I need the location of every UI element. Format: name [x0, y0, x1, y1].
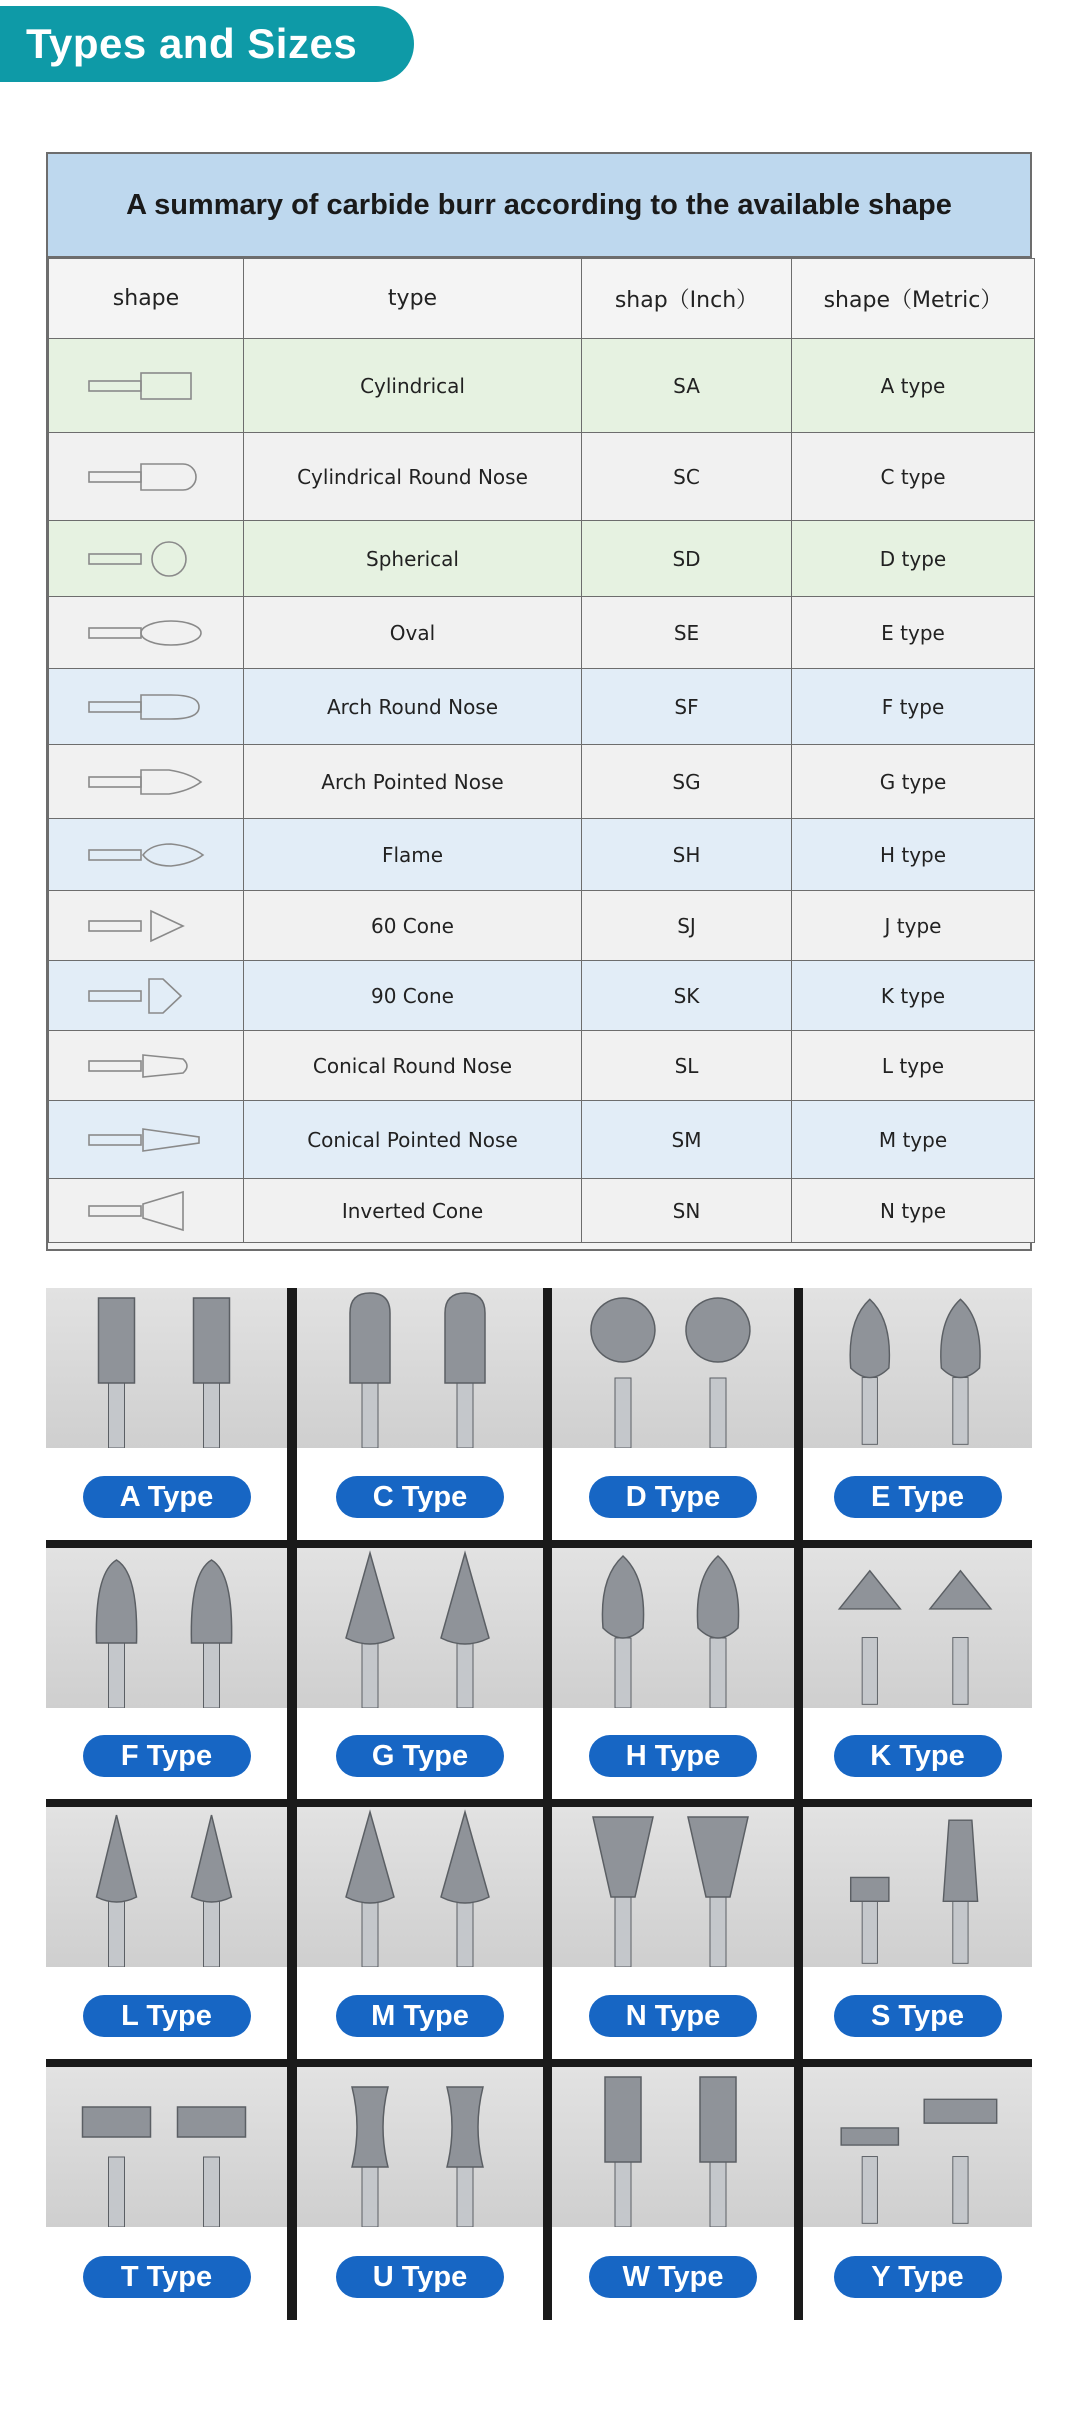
type-cell: Arch Round Nose: [244, 669, 582, 745]
type-cell: Cylindrical: [244, 339, 582, 433]
burr-type-card: [552, 2067, 794, 2320]
g-type-burr-photo: [297, 1548, 543, 1708]
inch-code-cell: SE: [582, 597, 792, 669]
type-cell: Inverted Cone: [244, 1179, 582, 1243]
table-row: [49, 1179, 1035, 1243]
metric-type-cell: G type: [792, 745, 1035, 819]
shape-cell: [49, 521, 244, 597]
type-cell: Oval: [244, 597, 582, 669]
table-row: [49, 1101, 1035, 1179]
metric-type-cell: D type: [792, 521, 1035, 597]
table-row: [49, 339, 1035, 433]
burr-shape-table: [48, 258, 1035, 1243]
column-header-type: type: [244, 259, 582, 339]
metric-type-cell: L type: [792, 1031, 1035, 1101]
inch-code-cell: SF: [582, 669, 792, 745]
burr-photo-grid: [46, 1288, 1032, 2320]
table-row: [49, 521, 1035, 597]
type-label-badge: F Type: [83, 1735, 251, 1777]
table-row: [49, 961, 1035, 1031]
w-type-burr-photo: [552, 2067, 794, 2227]
m-type-burr-photo: [297, 1807, 543, 1967]
metric-type-cell: E type: [792, 597, 1035, 669]
c-type-burr-photo: [297, 1288, 543, 1448]
inch-code-cell: SJ: [582, 891, 792, 961]
s-type-burr-photo: [803, 1807, 1032, 1967]
a-type-burr-photo: [46, 1288, 287, 1448]
arch-pointed-nose-burr-icon: [71, 759, 221, 805]
column-header-metric: shape（Metric）: [792, 259, 1035, 339]
type-cell: Conical Round Nose: [244, 1031, 582, 1101]
burr-type-card: [552, 1807, 794, 2059]
table-row: [49, 669, 1035, 745]
shape-cell: [49, 819, 244, 891]
shape-cell: [49, 597, 244, 669]
type-label-badge: U Type: [336, 2256, 504, 2298]
inch-code-cell: SD: [582, 521, 792, 597]
table-title: A summary of carbide burr according to the available shape: [48, 154, 1030, 258]
type-label-badge: W Type: [589, 2256, 757, 2298]
type-label-badge: C Type: [336, 1476, 504, 1518]
type-cell: 60 Cone: [244, 891, 582, 961]
table-row: [49, 597, 1035, 669]
shape-cell: [49, 433, 244, 521]
shape-cell: [49, 1179, 244, 1243]
inch-code-cell: SH: [582, 819, 792, 891]
type-label-badge: T Type: [83, 2256, 251, 2298]
type-label-badge: S Type: [834, 1995, 1002, 2037]
column-header-shape: shape: [49, 259, 244, 339]
metric-type-cell: C type: [792, 433, 1035, 521]
inverted-cone-burr-icon: [71, 1188, 221, 1234]
column-header-inch: shap（Inch）: [582, 259, 792, 339]
shape-cell: [49, 669, 244, 745]
summary-table: [46, 152, 1032, 1251]
inch-code-cell: SN: [582, 1179, 792, 1243]
type-cell: Conical Pointed Nose: [244, 1101, 582, 1179]
l-type-burr-photo: [46, 1807, 287, 1967]
arch-round-nose-burr-icon: [71, 684, 221, 730]
section-title: Types and Sizes: [0, 6, 414, 82]
shape-cell: [49, 339, 244, 433]
spherical-burr-icon: [71, 536, 221, 582]
burr-type-card: [297, 1548, 543, 1799]
table-row: [49, 433, 1035, 521]
table-row: [49, 1031, 1035, 1101]
burr-type-card: [46, 2067, 287, 2320]
type-label-badge: A Type: [83, 1476, 251, 1518]
metric-type-cell: H type: [792, 819, 1035, 891]
burr-type-card: [297, 2067, 543, 2320]
type-label-badge: E Type: [834, 1476, 1002, 1518]
table-row: [49, 745, 1035, 819]
shape-cell: [49, 1101, 244, 1179]
burr-type-card: [803, 1807, 1032, 2059]
burr-type-card: [297, 1288, 543, 1540]
type-cell: 90 Cone: [244, 961, 582, 1031]
type-label-badge: K Type: [834, 1735, 1002, 1777]
e-type-burr-photo: [803, 1288, 1032, 1448]
type-cell: Spherical: [244, 521, 582, 597]
burr-type-card: [803, 1288, 1032, 1540]
oval-burr-icon: [71, 610, 221, 656]
metric-type-cell: A type: [792, 339, 1035, 433]
inch-code-cell: SG: [582, 745, 792, 819]
type-cell: Arch Pointed Nose: [244, 745, 582, 819]
conical-pointed-nose-burr-icon: [71, 1117, 221, 1163]
inch-code-cell: SM: [582, 1101, 792, 1179]
table-row: [49, 891, 1035, 961]
burr-type-card: [297, 1807, 543, 2059]
90-cone-burr-icon: [71, 973, 221, 1019]
cylindrical-burr-icon: [71, 363, 221, 409]
shape-cell: [49, 891, 244, 961]
k-type-burr-photo: [803, 1548, 1032, 1708]
type-cell: Flame: [244, 819, 582, 891]
cylindrical-round-nose-burr-icon: [71, 454, 221, 500]
inch-code-cell: SC: [582, 433, 792, 521]
inch-code-cell: SA: [582, 339, 792, 433]
f-type-burr-photo: [46, 1548, 287, 1708]
burr-type-card: [803, 2067, 1032, 2320]
burr-type-card: [803, 1548, 1032, 1799]
table-row: [49, 819, 1035, 891]
conical-round-nose-burr-icon: [71, 1043, 221, 1089]
y-type-burr-photo: [803, 2067, 1032, 2227]
burr-type-card: [552, 1288, 794, 1540]
inch-code-cell: SK: [582, 961, 792, 1031]
burr-type-card: [46, 1548, 287, 1799]
metric-type-cell: K type: [792, 961, 1035, 1031]
t-type-burr-photo: [46, 2067, 287, 2227]
type-label-badge: Y Type: [834, 2256, 1002, 2298]
type-cell: Cylindrical Round Nose: [244, 433, 582, 521]
metric-type-cell: J type: [792, 891, 1035, 961]
metric-type-cell: N type: [792, 1179, 1035, 1243]
burr-type-card: [46, 1288, 287, 1540]
flame-burr-icon: [71, 832, 221, 878]
type-label-badge: D Type: [589, 1476, 757, 1518]
shape-cell: [49, 745, 244, 819]
n-type-burr-photo: [552, 1807, 794, 1967]
shape-cell: [49, 961, 244, 1031]
type-label-badge: N Type: [589, 1995, 757, 2037]
type-label-badge: H Type: [589, 1735, 757, 1777]
metric-type-cell: M type: [792, 1101, 1035, 1179]
u-type-burr-photo: [297, 2067, 543, 2227]
type-label-badge: M Type: [336, 1995, 504, 2037]
inch-code-cell: SL: [582, 1031, 792, 1101]
type-label-badge: L Type: [83, 1995, 251, 2037]
shape-cell: [49, 1031, 244, 1101]
burr-type-card: [552, 1548, 794, 1799]
h-type-burr-photo: [552, 1548, 794, 1708]
type-label-badge: G Type: [336, 1735, 504, 1777]
60-cone-burr-icon: [71, 903, 221, 949]
burr-type-card: [46, 1807, 287, 2059]
metric-type-cell: F type: [792, 669, 1035, 745]
d-type-burr-photo: [552, 1288, 794, 1448]
